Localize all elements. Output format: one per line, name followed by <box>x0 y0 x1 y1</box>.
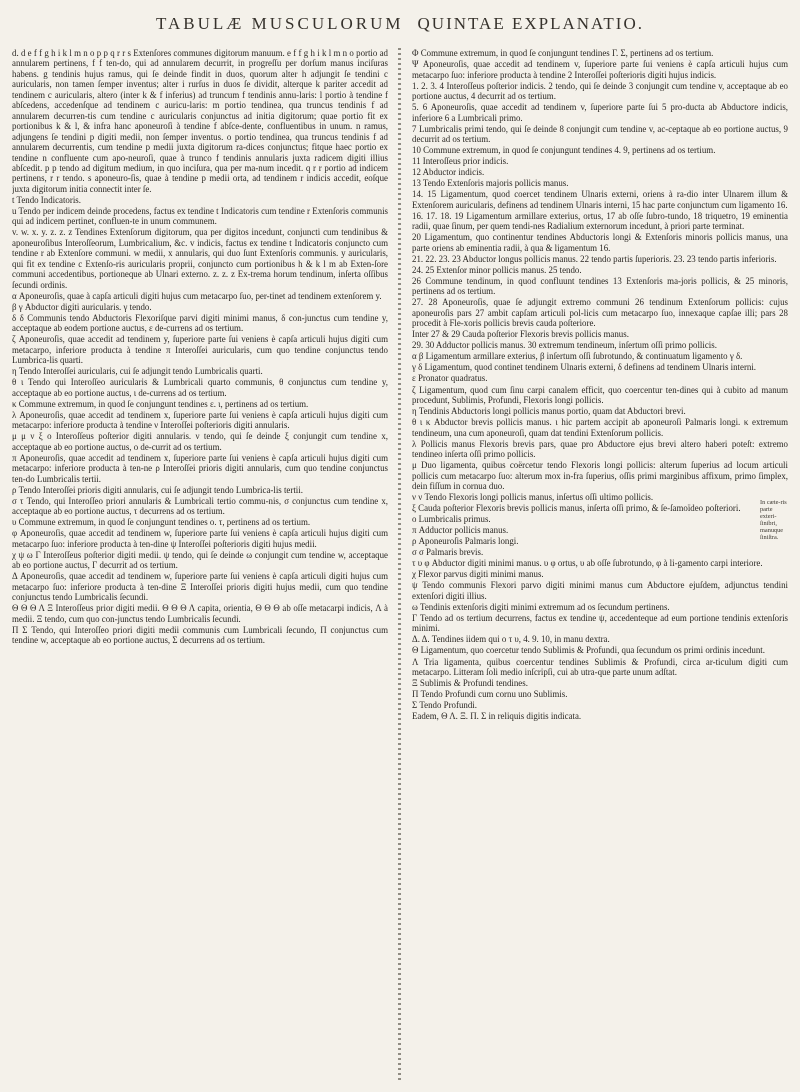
entry-paragraph: α Aponeuroſis, quae à capſa articuli digiti hujus cum metacarpo ſuo, per-tinet ad tendinem extenſorem y. <box>12 290 382 301</box>
entry-paragraph: υ Commune extremum, in quod ſe conjungunt tendines ο. τ, pertinens ad os tertium. <box>12 517 311 528</box>
entry-paragraph: 7 Lumbricalis primi tendo, qui ſe deinde 8 conjungit cum tendine v, ac-ceptaque ab eo portione auctus, 9 decurrit ad os tertium. <box>412 123 788 144</box>
entry-paragraph: 24. 25 Extenſor minor pollicis manus. 25 tendo. <box>412 264 582 275</box>
margin-note: In cæte-ris parte exteri-ſinibri, manuque ſiniſtra. <box>760 499 787 541</box>
entry-paragraph: χ Flexor parvus digiti minimi manus. <box>412 569 544 580</box>
entry-paragraph: 11 Interoſſeus prior indicis. <box>412 156 509 167</box>
entry-paragraph: Π Tendo Profundi cum cornu uno Sublimis. <box>412 689 568 700</box>
entry-paragraph: 12 Abductor indicis. <box>412 167 485 178</box>
entry-paragraph: v. w. x. y. z. z. z Tendines Extenſorum digitorum, qua per digitos incedunt, conjuncti cum tendinibus & aponeuroſibus Interoſſeorum, Lumbricalium, &c. v indicis, factus ex tendine t Indicatoris conjuncto cum tendine r ab Extenſore communi. w medii, x annularis, qui duo ſunt Extenſoris communis. y auricularis, qui fit ex tendine c Extenſo-ris auricularis proprii, conjuncto cum portionibus h & k l m ab Exten-ſore communi accedentibus, portioneque ab Ulnari externo. z. z. z Ex-trema horum tendinum, inſerta oſſibus ſecundi ordinis. <box>12 227 388 290</box>
entry-paragraph: β γ Abductor digiti auricularis. γ tendo. <box>12 301 152 312</box>
entry-paragraph: ψ Tendo communis Flexori parvo digiti minimi manus cum Abductore ejuſdem, adjunctus tendini extenſori digiti illius. <box>412 580 788 601</box>
entry-paragraph: 21. 22. 23. 23 Abductor longus pollicis manus. 22 tendo partis ſuperioris. 23. 23 tendo partis inferioris. <box>412 253 777 264</box>
entry-paragraph: η Tendo Interoſſei auricularis, cui ſe adjungit tendo Lumbricalis quarti. <box>12 366 263 377</box>
right-column <box>404 48 788 1082</box>
entry-paragraph: Π Σ Tendo, qui Interoſſeo priori digiti medii communis cum Lumbricali ſecundo, Π conjunctus cum tendine w, acceptaque ab eo portione auctus, Σ decurrens ad os tertium. <box>12 624 388 646</box>
entry-paragraph: 14. 15 Ligamentum, quod coercet tendinem Ulnaris externi, oriens à ra-dio inter Ulnarem illum & Extenſorem auricularis, definens ad tendinem Ulnaris interni, 15 hac parte conjunctum cum ligamento 16. <box>412 189 788 210</box>
entry-paragraph: α β Ligamentum armillare exterius, β inſertum oſſi ſubrotundo, & continuatum ligamento γ δ. <box>412 351 743 362</box>
entry-paragraph: ζ Ligamentum, quod cum ſinu carpi canalem efficit, quo coercentur ten-dines qui à cubito ad manum procedunt, Sublimis, Profundi, Flexoris longi pollicis. <box>412 384 788 405</box>
entry-paragraph: θ ι Tendo qui Interoſſeo auricularis & Lumbricali quarto communis, θ conjunctus cum tendine y, acceptaque ab eo portione auctus, ι de-currens ad os tertium. <box>12 377 388 398</box>
entry-paragraph: ξ Cauda poſterior Flexoris brevis pollicis manus, inſerta oſſi primo, & ſe-ſamoïdeo poſteriori. <box>412 503 741 514</box>
header-left-title: TABULÆ MUSCULORUM <box>156 14 404 33</box>
entry-paragraph: ο Lumbricalis primus. <box>412 514 491 525</box>
entry-paragraph: 26 Commune tendinum, in quod confluunt tendines 13 Extenſoris ma-joris pollicis, & 25 minoris, pertinens ad os tertium. <box>412 275 788 297</box>
entry-paragraph: σ σ Palmaris brevis. <box>412 547 484 558</box>
entry-paragraph: Θ Θ Θ Λ Ξ Interoſſeus prior digiti medii. Θ Θ Θ Λ capita, orientia, Θ Θ Θ ab oſſe metacarpi indicis, Λ à medii. Ξ tendo, cum quo con-junctus tendo Lumbricalis ſecundi. <box>12 603 388 624</box>
entry-paragraph: Φ Commune extremum, in quod ſe conjungunt tendines Γ. Σ, pertinens ad os tertium. <box>412 48 714 58</box>
entry-paragraph: 27. 28 Aponeuroſis, quae ſe adjungit extremo communi 26 tendinum Extenſorum pollicis: cujus aponeuroſis pars 27 ambit capſam articuli pol-licis cum metacarpo ſuo, innexaque capſae illi; pars 28 procedit à Fle-xoris pollicis brevis cauda poſteriore. <box>412 297 788 329</box>
entry-paragraph: 29. 30 Adductor pollicis manus. 30 extremum tendineum, inſertum oſſi primo pollicis. <box>412 340 717 351</box>
entry-paragraph: Γ Tendo ad os tertium decurrens, factus ex tendine ψ, accedenteque ad eum portione tendinis extenſoris minimi. <box>412 612 788 634</box>
entry-paragraph: 20 Ligamentum, quo continentur tendines Abductoris longi & Extenſoris minoris pollicis manus, una parte oriens ab eminentia radii, à qua & ligamentum 16. <box>412 232 788 253</box>
entry-paragraph: τ υ φ Abductor digiti minimi manus. υ φ ortus, υ ab oſſe ſubrotundo, φ à li-gamento carpi interiore. <box>412 558 763 569</box>
entry-paragraph: Ξ Sublimis & Profundi tendines. <box>412 678 528 689</box>
left-column <box>12 48 394 1082</box>
entry-paragraph: ω Tendinis extenſoris digiti minimi extremum ad os ſecundum pertinens. <box>412 601 670 612</box>
entry-paragraph: 5. 6 Aponeuroſis, quae accedit ad tendinem v, ſuperiore parte ſui 5 pro-ducta ab Abductore indicis, inferiore 6 a Lumbricali primo. <box>412 102 788 123</box>
entry-paragraph: Σ Tendo Profundi. <box>412 700 477 711</box>
entry-paragraph: μ Duo ligamenta, quibus coërcetur tendo Flexoris longi pollicis: alterum ſuperius ad locum articuli pollicis cum metacarpo ſuo: alterum mox in-fra ſuperius, oſſis primi marginibus affixum, primo ſimplex, dein fiſſum in cornua duo. <box>412 460 788 491</box>
entry-paragraph: χ ψ ω Γ Interoſſeus poſterior digiti medii. ψ tendo, qui ſe deinde ω conjungit cum tendine w, acceptaque ab eo portione auctus, Γ decurrit ad os tertium. <box>12 549 388 571</box>
entry-paragraph: μ μ ν ξ ο Interoſſeus poſterior digiti annularis. ν tendo, qui ſe deinde ξ conjungit cum tendine x, acceptaque ab eo portione auctus, ο de-currit ad os tertium. <box>12 431 388 452</box>
entry-paragraph: λ Pollicis manus Flexoris brevis pars, quae pro Abductore ejus brevi altero haberi poteſt: extremo tendineo inſerta oſſi primo pollicis. <box>412 438 788 460</box>
entry-paragraph: Δ. Δ. Tendines iidem qui ο τ υ, 4. 9. 10, in manu dextra. <box>412 634 610 645</box>
entry-paragraph: u Tendo per indicem deinde procedens, factus ex tendine t Indicatoris cum tendine r Extenſoris communis qui ad indicem pertinet, confluen-te in unum communem. <box>12 205 388 227</box>
entry-paragraph: φ Aponeuroſis, quae accedit ad tendinem w, ſuperiore parte ſui veniens è capſa articuli hujus digiti cum metacarpo ſuo: inferiore producta à ten-dine ψ Interoſſei poſterioris digiti hujus medii. <box>12 528 388 549</box>
entry-paragraph: 1. 2. 3. 4 Interoſſeus poſterior indicis. 2 tendo, qui ſe deinde 3 conjungit cum tendine v, acceptaque ab eo portione auctus, 4 decurrit ad os tertium. <box>412 80 788 101</box>
entry-paragraph: 13 Tendo Extenſoris majoris pollicis manus. <box>412 178 569 189</box>
entry-paragraph: ν ν Tendo Flexoris longi pollicis manus, inſertus oſſi ultimo pollicis. <box>412 492 654 503</box>
entry-paragraph: Eadem, Θ Λ. Ξ. Π. Σ in reliquis digitis indicata. <box>412 711 582 722</box>
entry-paragraph: θ ι κ Abductor brevis pollicis manus. ι hic partem accipit ab aponeuroſi Palmaris longi. κ extremum tendineum, una cum aponeuroſi, quam dat tendini Extenſorum pollicis. <box>412 417 788 438</box>
entry-paragraph: t Tendo Indicatoris. <box>12 194 81 205</box>
entry-paragraph: Inter 27 & 29 Cauda poſterior Flexoris brevis pollicis manus. <box>412 329 629 340</box>
entry-paragraph: ρ Aponeuroſis Palmaris longi. <box>412 536 519 547</box>
entry-paragraph: π Adductor pollicis manus. <box>412 525 509 536</box>
entry-paragraph: η Tendinis Abductoris longi pollicis manus portio, quam dat Abductori brevi. <box>412 406 686 417</box>
entry-paragraph: σ τ Tendo, qui Interoſſeo priori annularis & Lumbricali tertio commu-nis, σ conjunctus cum tendine x, acceptaque ab eo portione auctus, τ decurrens ad os tertium. <box>12 495 388 517</box>
header-right-title: QUINTAE EXPLANATIO. <box>417 14 644 33</box>
entry-paragraph: λ Aponeuroſis, quae accedit ad tendinem x, ſuperiore parte ſui veniens è capſa articuli hujus digiti cum metacarpo: inferiore producta à tendine ν Interoſſei poſterioris digiti annularis. <box>12 409 388 431</box>
entry-paragraph: ε Pronator quadratus. <box>412 373 488 384</box>
entry-paragraph: Θ Ligamentum, quo coercetur tendo Sublimis & Profundi, qua ſecundum os primi ordinis incedunt. <box>412 645 765 656</box>
page-header <box>12 8 788 40</box>
entry-paragraph: 16. 17. 18. 19 Ligamentum armillare exterius, ortus, 17 ab oſſe ſubro-tundo, 18 triquetro, 19 eminentia radii, quae ſinum, per quem tendi-nes Radialium externorum incedunt, à priori parte terminat. <box>412 210 788 232</box>
entry-paragraph: ρ Tendo Interoſſei prioris digiti annularis, cui ſe adjungit tendo Lumbrica-lis tertii. <box>12 484 303 495</box>
entry-paragraph: ζ Aponeuroſis, quae accedit ad tendinem y, ſuperiore parte ſui veniens è capſa articuli hujus digiti cum metacarpo, inferiore producta à tendine π Interoſſei auricularis, cum quo tendine conjunctus tendo Lumbrica-lis quarti. <box>12 334 388 366</box>
entry-paragraph: Λ Tria ligamenta, quibus coercentur tendines Sublimis & Profundi, circa ar-ticulum digiti cum metacarpo. Litteram ſoli medio inſcripſi, cui ab utra-que parte unum adſtat. <box>412 656 788 677</box>
entry-paragraph: d. d e f f g h i k l m n o p p q r r s Extenſores communes digitorum manuum. e f f g h i k l m n o portio ad annularem pertinens, f f ten-do, qui ad annularem decurrit, in progreſſu per dorſum manus inciſuras habens. g tendinis hujus ramus, qui ſe deinde findit in duos, quorum alter h adjungit ſe tendini c auricularis, non tamen ſemper inventus; alter i rurſus in duos ſe dividit, alterque k pariter accedit ad tendinem c auricularis, altero (inter k & f inferius) ad truncum f tendinis annu-laris: l portio à tendine f abſcedens, accedenſque ad tendinem c auricu-laris: m portio tendinea, qua truncus tendinis f ad annularem decurren-tis cum tendine c auricularis conjunctus ad initia digitorum; quae portio fit ex portionibus k & l, & infra hanc aponeuroſi à tendine f abſce-dente, confluentibus in unum. n ramus, adjungens ſe tendini p digiti medii, non ſemper inventus. o portio tendinea, qua truncus tendinis f ad annularem decurrentis, cum tendine p medii juxta digitorum ra-dices conjunctus; fitque haec portio ex tendine n confluente cum apo-neuroſi, quae à trunco f tendinis annularis juxta radicem digiti illius abſcedit. p p tendo ad digitum medium, in quo inciſura, qua per ma-num incedit. q r r portio ad indicem pertinens, r r tendo. s aponeuro-ſis, quae à tendine p medii orta, ad tendinem r indicis accedit, eoſque juxta digitorum initia connectit inter ſe. <box>12 48 388 194</box>
text-columns <box>12 48 788 1082</box>
column-divider <box>394 48 404 1082</box>
entry-paragraph: Ψ Aponeuroſis, quae accedit ad tendinem v, ſuperiore parte ſui veniens è capſa articuli hujus cum metacarpo ſuo: inferiore producta à tendine 2 Interoſſei poſterioris digiti hujus indicis. <box>412 59 788 80</box>
entry-paragraph: γ δ Ligamentum, quod continet tendinem Ulnaris externi, δ definens ad tendinem Ulnaris interni. <box>412 362 757 373</box>
entry-paragraph: Δ Aponeuroſis, quae accedit ad tendinem w, ſuperiore parte ſui veniens è capſa articuli digiti hujus cum metacarpo ſuo: inferiore producta à ten-dine Ξ Interoſſei prioris digiti hujus medii, cum quo tendine conjunctus tendo Lumbricalis ſecundi. <box>12 571 388 603</box>
entry-paragraph: κ Commune extremum, in quod ſe conjungunt tendines ε. ι, pertinens ad os tertium. <box>12 398 309 409</box>
entry-paragraph: 10 Commune extremum, in quod ſe conjungunt tendines 4. 9, pertinens ad os tertium. <box>412 145 716 156</box>
entry-paragraph: π Aponeuroſis, quae accedit ad tendinem x, ſuperiore parte ſui veniens è capſa articuli hujus digiti cum metacarpo: inferiore producta à ten-ne ρ Interoſſei prioris digiti annularis, cum quo tendine conjunctus ten-do Lumbricalis tertii. <box>12 452 388 484</box>
entry-paragraph: δ δ Communis tendo Abductoris Flexoriſque parvi digiti minimi manus, δ con-junctus cum tendine y, acceptaque ab eodem portione auctus, ε de-currens ad os tertium. <box>12 312 388 334</box>
